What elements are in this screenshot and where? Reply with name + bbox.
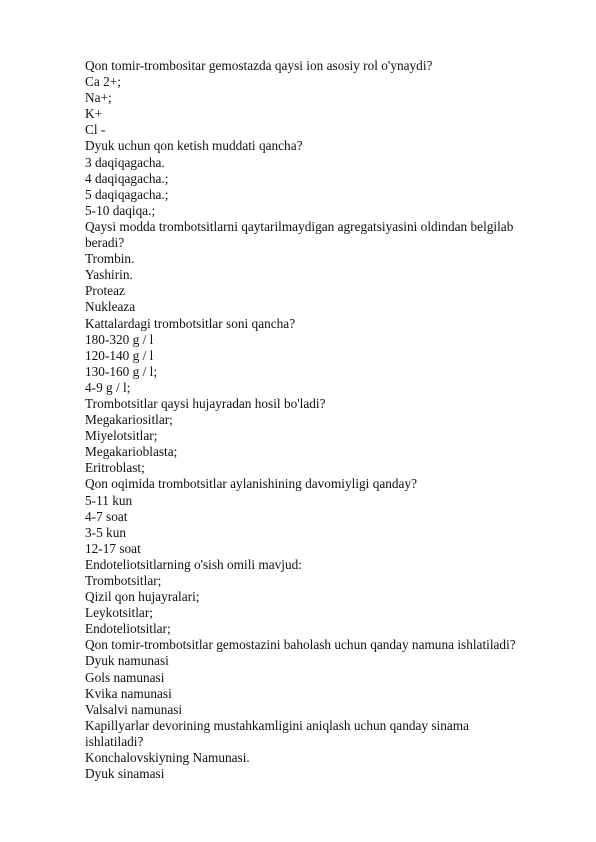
text-line: Qizil qon hujayralari; [85, 589, 200, 605]
text-line: Endoteliotsitlar; [85, 621, 171, 637]
text-line: Dyuk uchun qon ketish muddati qancha? [85, 138, 303, 154]
text-line: 120-140 g / l [85, 347, 154, 363]
text-line: 180-320 g / l [85, 331, 154, 347]
text-line: Dyuk namunasi [85, 653, 169, 669]
text-line: beradi? [85, 235, 125, 251]
text-line: 3 daqiqagacha. [85, 154, 165, 170]
text-line: 4-9 g / l; [85, 379, 131, 395]
text-line: 5-10 daqiqa.; [85, 202, 156, 218]
text-line: Trombotsitlar qaysi hujayradan hosil bo'ladi? [85, 395, 326, 411]
text-line: K+ [85, 106, 103, 122]
text-line: Qon oqimida trombotsitlar aylanishining davomiyligi qanday? [85, 476, 418, 492]
text-line: Kvika namunasi [85, 685, 172, 701]
text-line: 5-11 kun [85, 492, 133, 508]
text-line: Qaysi modda trombotsitlarni qaytarilmaydigan agregatsiyasini oldindan belgilab [85, 218, 514, 234]
text-line: 12-17 soat [85, 540, 141, 556]
text-line: Qon tomir-trombositar gemostazda qaysi ion asosiy rol o'ynaydi? [85, 58, 433, 73]
text-line: Valsalvi namunasi [85, 701, 183, 717]
text-line: Na+; [85, 90, 112, 106]
text-line: Leykotsitlar; [85, 605, 153, 621]
text-line: Megakarioblasta; [85, 444, 178, 460]
text-line: Cl - [85, 122, 106, 138]
text-line: Megakariositlar; [85, 412, 173, 428]
text-line: Dyuk sinamasi [85, 766, 165, 782]
text-line: Miyelotsitlar; [85, 428, 158, 444]
text-line: 3-5 kun [85, 524, 126, 540]
text-line: Kattalardagi trombotsitlar soni qancha? [85, 315, 296, 331]
text-line: Qon tomir-trombotsitlar gemostazini baholash uchun qanday namuna ishlatiladi? [85, 637, 516, 653]
text-line: Nukleaza [85, 299, 136, 315]
text-line: 130-160 g / l; [85, 363, 158, 379]
text-line: 4 daqiqagacha.; [85, 170, 169, 186]
text-line: Endoteliotsitlarning o'sish omili mavjud: [85, 556, 302, 572]
text-line: 4-7 soat [85, 508, 128, 524]
text-line: Gols namunasi [85, 669, 165, 685]
text-line: Proteaz [85, 283, 125, 299]
text-line: ishlatiladi? [85, 733, 144, 749]
text-line: Ca 2+; [85, 74, 121, 90]
text-line: Kapillyarlar devorining mustahkamligini aniqlash uchun qanday sinama [85, 717, 470, 733]
text-line: Trombin. [85, 251, 135, 267]
text-line: Eritroblast; [85, 460, 145, 476]
text-line: 5 daqiqagacha.; [85, 186, 169, 202]
text-line: Trombotsitlar; [85, 573, 162, 588]
text-line: Yashirin. [85, 267, 133, 283]
document-body [85, 58, 555, 782]
text-line: Konchalovskiyning Namunasi. [85, 750, 250, 766]
